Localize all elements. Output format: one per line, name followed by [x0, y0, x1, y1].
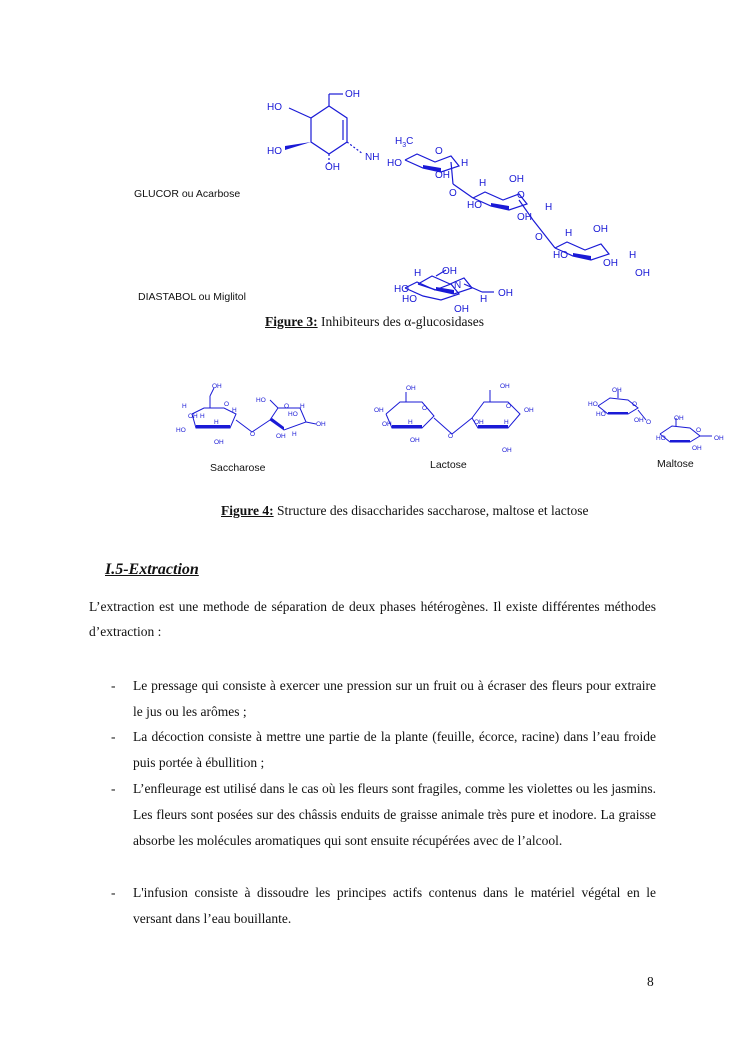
svg-text:H: H	[461, 158, 469, 169]
svg-text:OH: OH	[674, 415, 684, 422]
svg-text:O: O	[284, 403, 290, 410]
svg-text:OH: OH	[325, 162, 340, 173]
svg-text:OH: OH	[345, 89, 360, 100]
svg-text:H: H	[182, 403, 187, 410]
svg-text:OH: OH	[500, 383, 510, 390]
figure4-caption	[221, 503, 589, 519]
svg-text:HO: HO	[467, 200, 482, 211]
svg-text:HO: HO	[288, 411, 298, 418]
svg-text:O: O	[696, 427, 702, 434]
list-item	[111, 880, 656, 932]
svg-text:H: H	[232, 407, 237, 414]
svg-text:OH: OH	[635, 268, 650, 279]
svg-text:O: O	[632, 401, 638, 408]
list-dash: -	[111, 885, 116, 900]
svg-text:H: H	[504, 419, 509, 426]
svg-text:H: H	[565, 228, 573, 239]
maltose-structure	[584, 384, 728, 456]
svg-text:OH: OH	[603, 258, 618, 269]
svg-text:OH: OH	[410, 437, 420, 444]
figure3-caption	[265, 314, 484, 330]
svg-text:O: O	[250, 431, 256, 438]
list-item	[111, 673, 656, 725]
svg-text:H: H	[300, 403, 305, 410]
figure4-text: Structure des disaccharides saccharose, maltose et lactose	[277, 503, 589, 518]
svg-text:HO: HO	[553, 250, 568, 261]
svg-text:O: O	[448, 433, 454, 440]
svg-text:O: O	[224, 401, 230, 408]
svg-text:OH: OH	[374, 407, 384, 414]
svg-text:HO: HO	[394, 284, 409, 295]
svg-text:H3C: $H_3C$	[395, 136, 414, 149]
list-item-text: Le pressage qui consiste à exercer une pression sur un fruit ou à écraser des fleurs pour extraire le jus ou les arômes ;	[133, 678, 656, 719]
svg-text:OH: OH	[188, 413, 198, 420]
svg-text:HO: HO	[596, 411, 606, 418]
list-item-text: L’enfleurage est utilisé dans le cas où les fleurs sont fragiles, comme les violettes ou les jasmins. Les fleurs sont posées sur des châssis enduits de graisse animale très pure et inodore. La graisse absorbe les molécules aromatiques qui sont ensuite récupérées avec de l’alcool.	[133, 781, 656, 848]
svg-text:OH: OH	[406, 385, 416, 392]
svg-text:OH: OH	[524, 407, 534, 414]
svg-text:OH: OH	[509, 174, 524, 185]
svg-text:OH: OH	[498, 288, 513, 299]
saccharose-label: Saccharose	[210, 462, 266, 474]
svg-text:OH: OH	[612, 387, 622, 394]
svg-text:O: O	[422, 405, 428, 412]
lactose-label: Lactose	[430, 459, 467, 471]
figure4-label: Figure 4:	[221, 503, 274, 518]
miglitol-structure	[392, 262, 522, 314]
svg-text:O: O	[646, 419, 652, 426]
svg-text:H: H	[629, 250, 637, 261]
list-item-text: La décoction consiste à mettre une partie de la plante (feuille, écorce, racine) dans l’eau froide puis portée à ébullition ;	[133, 729, 656, 770]
svg-text:OH: OH	[382, 421, 392, 428]
svg-text:OH: OH	[517, 212, 532, 223]
svg-text:HO: HO	[176, 427, 186, 434]
svg-text:O: O	[435, 146, 443, 157]
svg-text:H: H	[545, 202, 553, 213]
list-item	[111, 724, 656, 776]
svg-text:H: H	[214, 419, 219, 426]
svg-text:H: H	[292, 431, 297, 438]
svg-text:HO: HO	[267, 102, 282, 113]
section-intro: L’extraction est une methode de séparation de deux phases hétérogènes. Il existe différentes méthodes d’extraction :	[89, 599, 656, 639]
svg-text:H: H	[479, 178, 487, 189]
svg-text:OH: OH	[474, 419, 484, 426]
svg-text:HO: HO	[387, 158, 402, 169]
svg-text:O: O	[517, 190, 525, 201]
svg-text:O: O	[449, 188, 457, 199]
saccharose-structure	[174, 378, 334, 450]
miglitol-label: DIASTABOL ou Miglitol	[138, 291, 246, 303]
svg-text:H: H	[200, 413, 205, 420]
acarbose-structure	[255, 82, 665, 282]
svg-text:OH: OH	[316, 421, 326, 428]
svg-text:OH: OH	[502, 447, 512, 454]
list-dash: -	[111, 729, 116, 744]
section-title: I.5-Extraction	[105, 561, 199, 578]
svg-text:OH: OH	[593, 224, 608, 235]
svg-text:OH: OH	[435, 170, 450, 181]
svg-text:HO: HO	[588, 401, 598, 408]
svg-text:HO: HO	[256, 397, 266, 404]
svg-text:HO: HO	[656, 435, 666, 442]
list-item-text: L'infusion consiste à dissoudre les principes actifs contenus dans le matériel végétal en le versant dans l’eau bouillante.	[133, 885, 656, 926]
svg-text:H: H	[408, 419, 413, 426]
page-number: 8	[647, 974, 654, 989]
svg-text:OH: OH	[714, 435, 724, 442]
list-item	[111, 776, 656, 880]
list-dash: -	[111, 678, 116, 693]
figure3-label: Figure 3:	[265, 314, 318, 329]
svg-text:NH: NH	[365, 152, 380, 163]
svg-text:H: H	[480, 294, 488, 305]
acarbose-label: GLUCOR ou Acarbose	[134, 188, 241, 200]
svg-text:HO: HO	[267, 146, 282, 157]
maltose-label: Maltose	[657, 458, 694, 470]
svg-text:OH: OH	[214, 439, 224, 446]
lactose-structure	[372, 378, 542, 454]
svg-text:O: O	[506, 403, 512, 410]
svg-text:OH: OH	[442, 266, 457, 277]
svg-text:HO: HO	[402, 294, 417, 305]
svg-text:OH: OH	[212, 383, 222, 390]
svg-text:O: O	[535, 232, 543, 243]
svg-text:N: N	[454, 280, 462, 291]
svg-text:OH: OH	[454, 304, 469, 315]
svg-text:OH: OH	[692, 445, 702, 452]
svg-text:OH: OH	[276, 433, 286, 440]
figure3-text: Inhibiteurs des α-glucosidases	[321, 314, 485, 329]
svg-text:OH: OH	[634, 417, 644, 424]
svg-text:H: H	[414, 268, 422, 279]
list-dash: -	[111, 781, 116, 796]
